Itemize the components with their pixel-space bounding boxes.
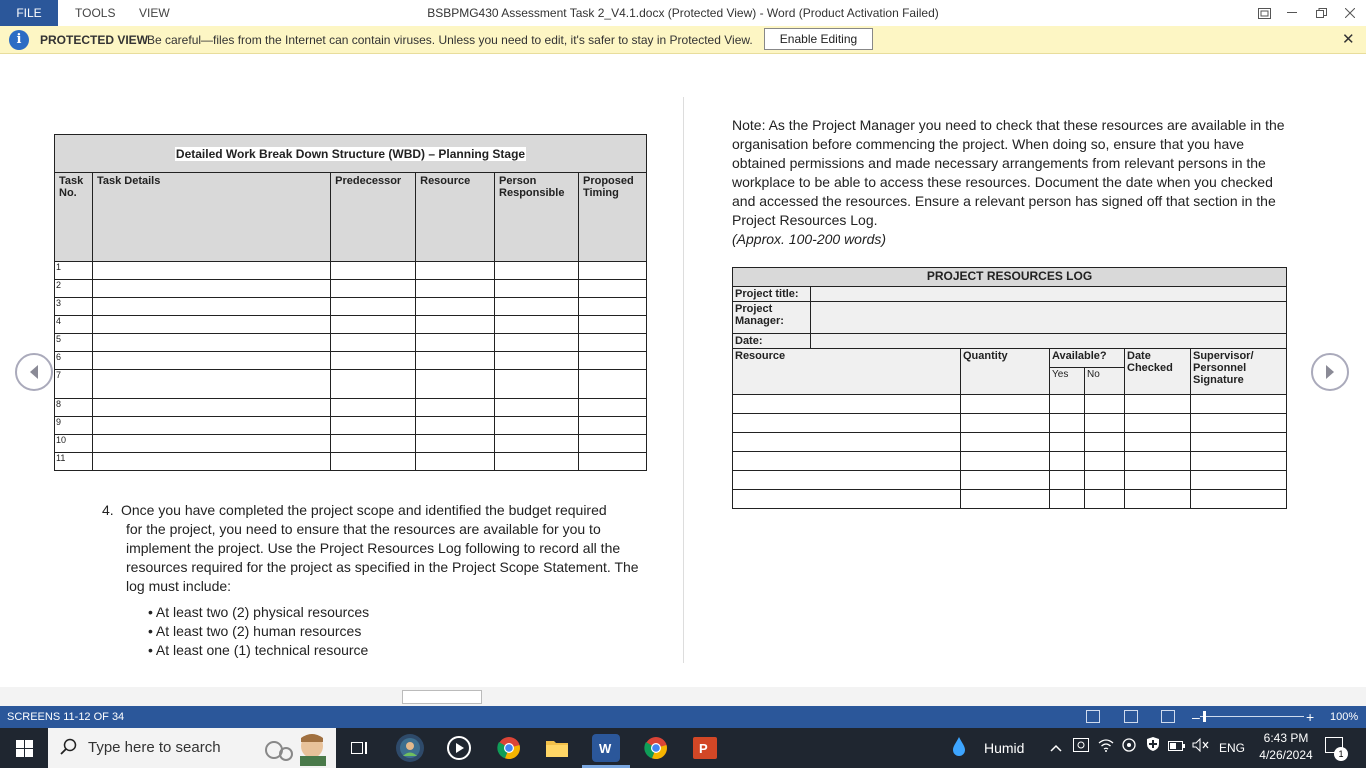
header-supervisor-signature: Supervisor/ Personnel Signature — [1191, 349, 1287, 395]
title-bar — [0, 0, 1366, 26]
note-text: Note: As the Project Manager you need to check that these resources are available in the organisation before commencing the project. When doing so, ensure that you have obtained permissions and made necessary arrangements from relevant persons in the workplace to be able to access these resources. Document the date when you checked and accessed the resources. Ensure a relevant person has signed off that section in the Project Resources Log. — [732, 117, 1285, 228]
security-shield-icon[interactable] — [1145, 728, 1161, 768]
status-bar — [0, 706, 1366, 728]
note-paragraph — [732, 116, 1292, 249]
restore-icon[interactable] — [1307, 0, 1335, 26]
windows-start-button[interactable] — [0, 728, 48, 768]
svg-text:P: P — [699, 741, 708, 756]
menu-view[interactable]: VIEW — [139, 6, 170, 20]
zoom-level[interactable]: 100% — [1330, 711, 1359, 723]
search-highlight-illustration-icon — [260, 732, 334, 766]
header-date-checked: Date Checked — [1125, 349, 1191, 395]
word-icon[interactable] — [592, 734, 620, 762]
table-row — [55, 262, 647, 280]
task-number: 4 — [55, 316, 93, 334]
show-hidden-icons-chevron-icon[interactable] — [1050, 728, 1062, 768]
table-row — [733, 471, 1287, 490]
question-first-line: Once you have completed the project scope and identified the budget required — [121, 502, 607, 518]
header-quantity: Quantity — [961, 349, 1050, 395]
media-player-icon[interactable] — [445, 734, 473, 762]
header-no: No — [1085, 368, 1125, 395]
fullscreen-reading-icon[interactable] — [1250, 0, 1278, 26]
webcam-icon[interactable] — [1122, 728, 1136, 768]
wbs-table-caption — [55, 135, 647, 173]
resources-log-title: PROJECT RESOURCES LOG — [733, 268, 1287, 287]
table-row — [55, 352, 647, 370]
table-row — [55, 280, 647, 298]
wbs-caption-text: Detailed Work Break Down Structure (WBD) – Planning Stage — [175, 146, 526, 161]
search-placeholder: Type here to search — [88, 739, 221, 756]
header-available: Available? — [1050, 349, 1125, 368]
minimize-icon[interactable] — [1278, 0, 1306, 26]
project-resources-log-table — [732, 267, 1287, 509]
header-task-no: Task No. — [55, 173, 93, 262]
resource-requirements-list — [148, 603, 369, 660]
header-predecessor: Predecessor — [331, 173, 416, 262]
question-number: 4. — [102, 502, 114, 518]
zoom-in-button[interactable]: + — [1306, 709, 1315, 725]
project-manager-field — [811, 302, 1287, 334]
weather-droplet-icon — [952, 737, 966, 757]
header-yes: Yes — [1050, 368, 1085, 395]
table-row — [733, 433, 1287, 452]
menu-file[interactable]: FILE — [0, 0, 58, 26]
taskbar — [0, 728, 1366, 768]
windows-logo-icon — [16, 740, 33, 757]
task-number: 1 — [55, 262, 93, 280]
task-number: 6 — [55, 352, 93, 370]
previous-screen-button[interactable] — [15, 353, 53, 391]
table-row — [733, 414, 1287, 433]
task-view-icon[interactable] — [346, 734, 374, 762]
question-4 — [102, 501, 642, 596]
svg-text:W: W — [599, 741, 612, 756]
horizontal-scrollbar[interactable] — [0, 687, 1366, 706]
zoom-slider[interactable] — [1200, 716, 1304, 717]
table-row — [55, 298, 647, 316]
wifi-icon[interactable] — [1098, 728, 1114, 768]
protected-view-title: PROTECTED VIEW — [40, 33, 149, 47]
protected-view-message: Be careful—files from the Internet can contain viruses. Unless you need to edit, it's safer to stay in Protected View. — [147, 33, 753, 47]
task-number: 5 — [55, 334, 93, 352]
page-divider — [683, 97, 684, 663]
app-avatar-icon[interactable] — [396, 734, 424, 762]
chrome-icon[interactable] — [495, 734, 523, 762]
wbs-table — [54, 134, 647, 471]
list-item: • At least two (2) physical resources — [148, 603, 369, 622]
project-manager-label: Project Manager: — [733, 302, 811, 334]
table-row — [55, 399, 647, 417]
question-text: for the project, you need to ensure that the resources are available for you to implement the project. Use the Project Resources Log following to record all the resources required for the project as specified in the Project Scope Statement. The log must include: — [126, 521, 639, 594]
file-explorer-icon[interactable] — [543, 734, 571, 762]
weather-status[interactable]: Humid — [984, 740, 1025, 756]
project-title-field — [811, 287, 1287, 302]
info-shield-icon: i — [9, 30, 29, 50]
project-title-label: Project title: — [733, 287, 811, 302]
table-row — [733, 452, 1287, 471]
table-row — [55, 370, 647, 399]
scrollbar-thumb[interactable] — [402, 690, 482, 704]
zoom-slider-thumb[interactable] — [1203, 711, 1206, 722]
web-layout-icon[interactable] — [1161, 710, 1175, 723]
date-field — [811, 334, 1287, 349]
task-number: 3 — [55, 298, 93, 316]
table-row — [55, 417, 647, 435]
document-area — [0, 55, 1366, 706]
table-row — [55, 334, 647, 352]
powerpoint-icon[interactable] — [691, 734, 719, 762]
speaker-muted-icon[interactable] — [1192, 728, 1210, 768]
header-resource: Resource — [416, 173, 495, 262]
document-title: BSBPMG430 Assessment Task 2_V4.1.docx (Protected View) - Word (Product Activation Failed) — [427, 6, 939, 20]
table-row — [55, 316, 647, 334]
read-mode-icon[interactable] — [1086, 710, 1100, 723]
word-count-hint: (Approx. 100-200 words) — [732, 231, 887, 247]
print-layout-icon[interactable] — [1124, 710, 1138, 723]
table-row — [733, 490, 1287, 509]
input-language[interactable]: ENG — [1219, 741, 1246, 755]
enable-editing-button[interactable]: Enable Editing — [764, 28, 873, 50]
task-number: 8 — [55, 399, 93, 417]
menu-tools[interactable]: TOOLS — [75, 6, 116, 20]
task-number: 11 — [55, 453, 93, 471]
meet-now-icon[interactable] — [1073, 728, 1089, 768]
table-row — [55, 435, 647, 453]
protected-view-bar — [0, 26, 1366, 54]
screen-counter: SCREENS 11-12 OF 34 — [7, 711, 125, 723]
task-number: 9 — [55, 417, 93, 435]
search-icon — [60, 738, 78, 756]
chrome-icon[interactable] — [642, 734, 670, 762]
taskbar-search-box[interactable] — [48, 728, 336, 768]
header-proposed-timing: Proposed Timing — [578, 173, 646, 262]
clock-date[interactable]: 4/26/2024 — [1259, 748, 1313, 762]
close-icon[interactable] — [1336, 0, 1364, 26]
date-label: Date: — [733, 334, 811, 349]
clock-time[interactable]: 6:43 PM — [1263, 731, 1309, 745]
zoom-out-button[interactable]: – — [1192, 709, 1200, 725]
close-protected-bar-icon[interactable]: ✕ — [1342, 31, 1355, 48]
header-resource: Resource — [733, 349, 961, 395]
notification-badge: 1 — [1334, 747, 1348, 761]
header-person-responsible: Person Responsible — [495, 173, 579, 262]
list-item: • At least two (2) human resources — [148, 622, 369, 641]
next-screen-button[interactable] — [1311, 353, 1349, 391]
task-number: 2 — [55, 280, 93, 298]
list-item: • At least one (1) technical resource — [148, 641, 369, 660]
table-row — [55, 453, 647, 471]
task-number: 7 — [55, 370, 93, 399]
table-row — [733, 395, 1287, 414]
battery-icon[interactable] — [1168, 728, 1186, 768]
header-task-details: Task Details — [92, 173, 330, 262]
task-number: 10 — [55, 435, 93, 453]
